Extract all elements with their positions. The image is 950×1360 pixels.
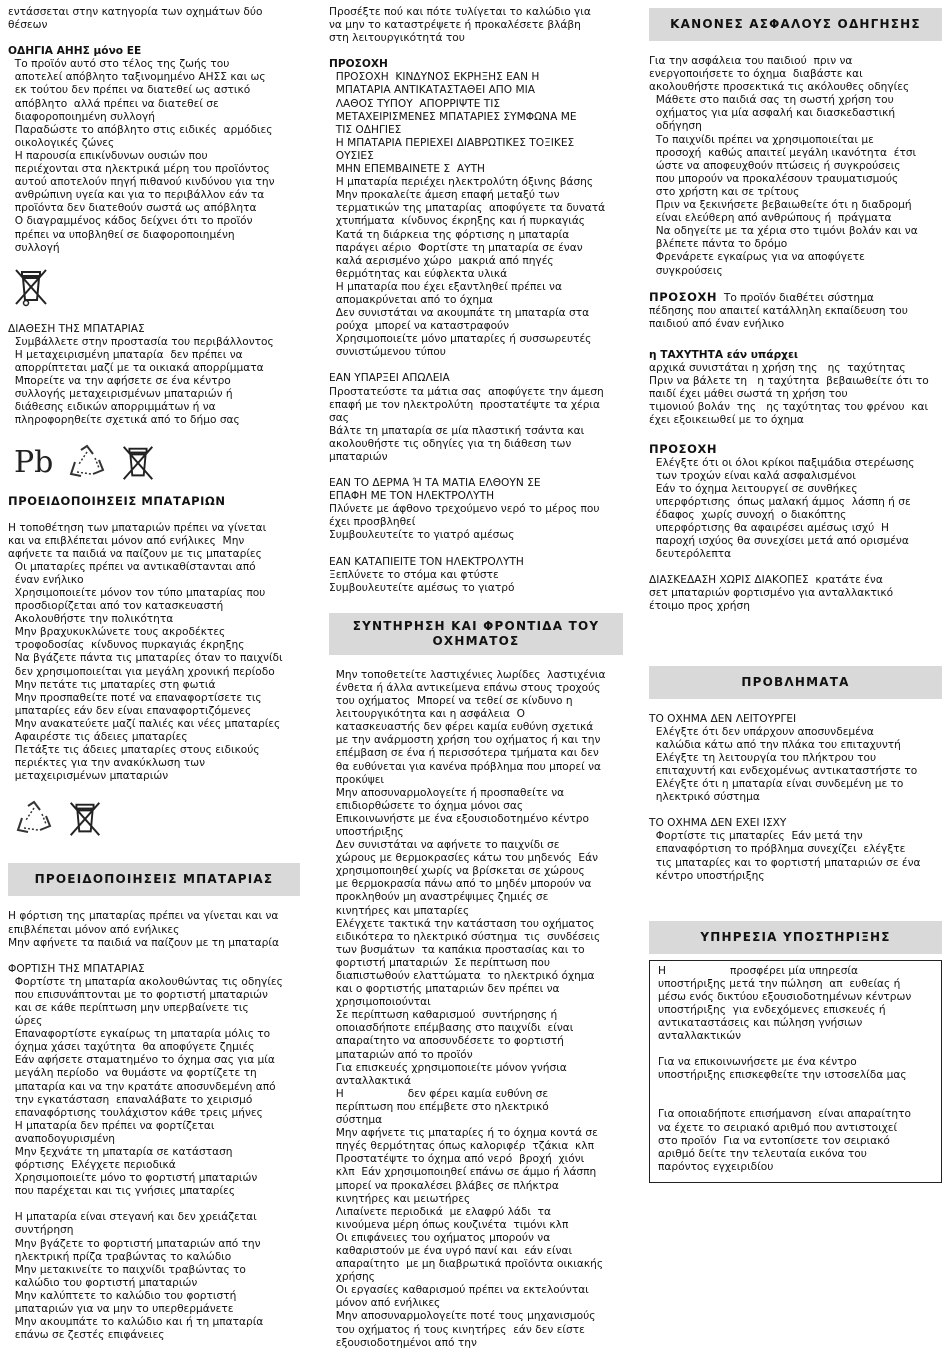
support-banner: ΥΠΗΡΕΣΙΑ ΥΠΟΣΤΗΡΙΞΗΣ — [649, 921, 942, 954]
crossed-bin-icon — [14, 266, 48, 308]
fun-text: ΔΙΑΣΚΕΔΑΣΗ ΧΩΡΙΣ ΔΙΑΚΟΠΕΣ κρατάτε ένα σετ μπαταριών φορτισμένο για ανταλλακτικό έτοιμο προς χρήση — [649, 574, 894, 613]
charging-text: Φορτίστε τη μπαταρία ακολουθώντας τις οδηγίες που επισυνάπτονται με το φορτιστή μπαταριών και σε κάθε περίπτωση μην υπερβαίνετε τις ώρες Επαναφορτίστε εγκαίρως τη μπαταρία μόλις το όχημα χάσει ταχύτητα θα αποφύγετε ζημιές Εάν αφήσετε σταματημένο το όχημα σας για μία μεγάλη περίοδο να θυμάστε να φορτίζετε τη μπαταρία και να την κρατάτε αποσυνδεμένη από την εγκατάσταση επαναλάβατε το χειρισμό επαναφόρτισης τουλάχιστον κάθε τρεις μήνες Η μπαταρία δεν πρέπει να φορτίζεται αναποδογυρισμένη Μην ξεχνάτε τη μπαταρία σε κατάσταση φόρτισης Ελέγχετε περιοδικά Χρησιμοποιείτε μόνο το φορτιστή μπαταριών που παρέχεται και τις γνήσιες μπαταρίες — [14, 975, 283, 1198]
skin-text: Πλύνετε με άφθονο τρεχούμενο νερό το μέρος που έχει προσβληθεί Συμβουλευτείτε το γιατρό αμέσως — [329, 503, 600, 542]
crossed-bin-icon — [68, 799, 102, 839]
no-work-heading: ΤΟ ΟΧΗΜΑ ΔΕΝ ΛΕΙΤΟΥΡΓΕΙ — [649, 712, 797, 725]
caution-brake-heading: ΠΡΟΣΟΧΗ — [649, 289, 718, 304]
sealed-battery-text: Η μπαταρία είναι στεγανή και δεν χρειάζεται συντήρηση Μην βγάζετε το φορτιστή μπαταριών από την ηλεκτρική πρίζα τραβώντας το καλώδιο Μην μετακινείτε το παιχνίδι τραβώντας το καλώδιο του φορτιστή μπαταριών Μην καλύπτετε το καλώδιο του φορτιστή μπαταριών για να μην το υπερθερμάνετε Μην ακουμπάτε το καλώδιο και ή τη μπαταρία επάνω σε ζεστές επιφάνειες — [14, 1211, 264, 1342]
support-text-2: Για να επικοινωνήσετε με ένα κέντρο υποστήριξης επισκεφθείτε την ιστοσελίδα μας — [658, 1056, 907, 1082]
column-left — [8, 6, 300, 1342]
disposal-heading: ΔΙΑΘΕΣΗ ΤΗΣ ΜΠΑΤΑΡΙΑΣ — [8, 322, 145, 335]
caution-brake-block — [649, 291, 942, 331]
crossed-bin-icon — [121, 443, 155, 483]
column-middle — [329, 6, 623, 1350]
no-power-text: Φορτίστε τις μπαταρίες Εάν μετά την επαναφόρτιση το πρόβλημα συνεχίζει ελέγξτε τις μπαταρίες και το φορτιστή μπαταριών σε ένα κέντρο υποστήριξης — [655, 830, 921, 882]
caution-text: ΠΡΟΣΟΧΗ ΚΙΝΔΥΝΟΣ ΕΚΡΗΞΗΣ ΕΑΝ Η ΜΠΑΤΑΡΙΑ ΑΝΤΙΚΑΤΑΣΤΑΘΕΙ ΑΠΟ ΜΙΑ ΛΑΘΟΣ ΤΥΠΟΥ ΑΠΟΡΡΙΨΤΕ ΤΙΣ ΜΕΤΑΧΕΙΡΙΣΜΕΝΕΣ ΜΠΑΤΑΡΙΕΣ ΣΥΜΦΩΝΑ ΜΕ ΤΙΣ ΟΔΗΓΙΕΣ Η ΜΠΑΤΑΡΙΑ ΠΕΡΙΕΧΕΙ ΔΙΑΒΡΩΤΙΚΕΣ ΤΟΞΙΚΕΣ ΟΥΣΙΕΣ ΜΗΝ ΕΠΕΜΒΑΙΝΕΤΕ Σ ΑΥΤΗ Η μπαταρία περιέχει ηλεκτρολύτη όξινης βάσης Μην προκαλείτε άμεση επαφή μεταξύ των τερματικών της μπαταρίας αποφύγετε τα δυνατά χτυπήματα κίνδυνος έκρηξης και ή πυρκαγιάς Κατά τη διάρκεια της φόρτισης η μπαταρία παράγει αέριο Φορτίστε τη μπαταρία σε έναν καλά αερισμένο χώρο μακριά από πηγές θερμότητας και εύφλεκτα υλικά Η μπαταρία που έχει εξαντληθεί πρέπει να απομακρύνεται από το όχημα Δεν συνιστάται να ακουμπάτε τη μπαταρία στα ρούχα μπορεί να καταστραφούν Χρησιμοποιείτε μόνο μπαταρίες ή συσσωρευτές συνιστώμενου τύπου — [335, 71, 606, 359]
speed-text: αρχικά συνιστάται η χρήση της ης ταχύτητας Πριν να βάλετε τη η ταχύτητα βεβαιωθείτε ότι το παιδί έχει μάθει σωστά τη χρήση του τιμονιού βολάν της ης ταχύτητας του φρένου και έχει εξοικειωθεί με το όχημα — [649, 361, 929, 427]
disposal-text: Συμβάλλετε στην προστασία του περιβάλλοντος Η μεταχειρισμένη μπαταρία δεν πρέπει να απορρίπτεται μαζί με τα οικιακά απορρίμματα Μπορείτε να την αφήσετε σε ένα κέντρο συλλογής μεταχειρισμένων μπαταριών ή διάθεσης ειδικών απορριμμάτων ή να πληροφορηθείτε σχετικά από το δήμο σας — [14, 335, 274, 427]
caution-brake-text: Το προϊόν διαθέτει σύστημα πέδησης που απαιτεί κατάλληλη εκπαίδευση του παιδιού από έναν ενήλικο — [649, 291, 908, 330]
battery-warnings-heading: ΠΡΟΕΙΔΟΠΟΙΗΣΕΙΣ ΜΠΑΤΑΡΙΩΝ — [8, 494, 226, 509]
maintenance-text: Μην τοποθετείτε λαστιχένιες λωρίδες λαστιχένια ένθετα ή άλλα αντικείμενα επάνω στους τροχούς του οχήματος Μπορεί να τεθεί σε κίνδυνο η λειτουργικότητα και η ασφάλεια Ο κατασκευαστής δεν φέρει καμία ευθύνη σχετικά με την ανάρμοστη χρήση του οχήματος ή και την επέμβαση σε ένα ή περισσότερα τμήματα και δεν θα ευθύνεται για κανένα πρόβλημα που μπορεί να προκύψει Μην αποσυναρμολογείτε ή προσπαθείτε να επιδιορθώσετε το όχημα μόνοι σας Επικοινωνήστε με ένα εξουσιοδοτημένο κέντρο υποστήριξης Δεν συνιστάται να αφήνετε το παιχνίδι σε χώρους με θερμοκρασίες κάτω του μηδενός Εάν χρησιμοποιηθεί χωρίς να βρίσκεται σε χώρους με θερμοκρασία πάνω από το μηδέν μπορούν να προκληθούν μη αναστρέψιμες ζημιές σε κινητήρες και μπαταρίες Ελέγχετε τακτικά την κατάσταση του οχήματος ειδικότερα το ηλεκτρικό σύστημα τις συνδέσεις των βυσμάτων τα καπάκια προστασίας και το φορτιστή μπαταριών Σε περίπτωση που διαπιστωθούν ελαττώματα το ηλεκτρικό όχημα και ο φορτιστής μπαταριών δεν πρέπει να χρησιμοποιούνται Σε περίπτωση καθαρισμού συντήρησης ή οποιασδήποτε επέμβασης στο παιχνίδι είναι απαραίτητο να αποσυνδέσετε το φορτιστή μπαταριών από το προϊόν Για επισκευές χρησιμοποιείτε μόνον γνήσια ανταλλακτικά Η δεν φέρει καμία ευθύνη σε περίπτωση που επέμβετε στο ηλεκτρικό σύστημα Μην αφήνετε τις μπαταρίες ή το όχημα κοντά σε πηγές θερμότητας όπως καλοριφέρ τζάκια κλπ Προστατέψτε το όχημα από νερό βροχή χιόνι κλπ Εάν χρησιμοποιηθεί επάνω σε άμμο ή λάσπη μπορεί να προκαλέσει βλάβες σε πλήκτρα κινητήρες και μειωτήρες Λιπαίνετε περιοδικά με ελαφρύ λάδι τα κινούμενα μέρη όπως κουζινέτα τιμόνι κλπ Οι επιφάνειες του οχήματος μπορούν να καθαριστούν με ένα υγρό πανί και εάν είναι απαραίτητο με μη διαβρωτικά προϊόντα οικιακής χρήσης Οι εργασίες καθαρισμού πρέπει να εκτελούνται μόνον από ενήλικες Μην αποσυναρμολογείτε ποτέ τους μηχανισμούς του οχήματος ή τους κινητήρες εάν δεν είστε εξουσιοδοτημένοι από την — [335, 668, 606, 1349]
safe-driving-banner: ΚΑΝΟΝΕΣ ΑΣΦΑΛΟΥΣ ΟΔΗΓΗΣΗΣ — [649, 8, 942, 41]
charging-heading: ΦΟΡΤΙΣΗ ΤΗΣ ΜΠΑΤΑΡΙΑΣ — [8, 962, 145, 975]
skin-heading: ΕΑΝ ΤΟ ΔΕΡΜΑ Ή ΤΑ ΜΑΤΙΑ ΕΛΘΟΥΝ ΣΕ ΕΠΑΦΗ ΜΕ ΤΟΝ ΗΛΕΚΤΡΟΛΥΤΗ — [329, 477, 541, 503]
recycle-icon — [14, 800, 54, 838]
no-power-heading: ΤΟ ΟΧΗΜΑ ΔΕΝ ΕΧΕΙ ΙΣΧΥ — [649, 817, 787, 830]
no-work-text: Ελέγξτε ότι δεν υπάρχουν αποσυνδεμένα καλώδια κάτω από την πλάκα του επιταχυντή Ελέγξτε τη λειτουργία του πλήκτρου του επιταχυντή και ενδεχομένως αντικαταστήστε το Ελέγξτε ότι η μπαταρία είναι συνδεμένη με το ηλεκτρικό σύστημα — [655, 725, 918, 804]
battery-warnings-banner: ΠΡΟΕΙΔΟΠΟΙΗΣΕΙΣ ΜΠΑΤΑΡΙΑΣ — [8, 863, 300, 896]
cable-text: Προσέξτε πού και πότε τυλίγεται το καλώδιο για να μην το καταστρέψετε ή προκαλέσετε βλάβη στη λειτουργικότητά του — [329, 6, 591, 45]
intro-text: εντάσσεται στην κατηγορία των οχημάτων δύο θέσεων — [8, 6, 263, 32]
recycle-icons — [14, 797, 300, 841]
maintenance-banner: ΣΥΝΤΗΡΗΣΗ ΚΑΙ ΦΡΟΝΤΙΔΑ ΤΟΥ ΟΧΗΜΑΤΟΣ — [329, 613, 623, 655]
caution-wheels-text: Ελέγξτε ότι οι όλοι κρίκοι παξιμάδια στερέωσης των τροχών είναι καλά ασφαλισμένοι Εάν το όχημα λειτουργεί σε συνθήκες υπερφόρτισης όπως μαλακή άμμος λάσπη ή σε έδαφος χωρίς συνοχή ο διακόπτης υπερφόρτισης θα αφαιρέσει αμέσως ισχύ Η παροχή ισχύος θα συνεχίσει μετά από ορισμένα δευτερόλεπτα — [655, 456, 915, 561]
battery-disposal-icons — [14, 441, 300, 485]
battery-warnings-text: Η τοποθέτηση των μπαταριών πρέπει να γίνεται και να επιβλέπεται μόνον από ενήλικες Μην αφήνετε τα παιδιά να παίζουν με τις μπαταρίες Οι μπαταρίες πρέπει να αντικαθίστανται από έναν ενήλικο Χρησιμοποιείτε μόνον τον τύπο μπαταρίας που προσδιορίζεται από τον κατασκευαστή Ακολουθήστε την πολικότητα Μην βραχυκυκλώνετε τους ακροδέκτες τροφοδοσίας κίνδυνος πυρκαγιάς έκρηξης Να βγάζετε πάντα τις μπαταρίες όταν το παιχνίδι δεν χρησιμοποιείται για μεγάλη χρονική περίοδο Μην πετάτε τις μπαταρίες στη φωτιά Μην προσπαθείτε ποτέ να επαναφορτίσετε τις μπαταρίες εάν δεν είναι επαναφορτιζόμενες Μην ανακατεύετε μαζί παλιές και νέες μπαταρίες Αφαιρέστε τις άδειες μπαταρίες Πετάξτε τις άδειες μπαταρίες στους ειδικούς περιέκτες για την ανακύκλωση των μεταχειρισμένων μπαταριών — [8, 521, 283, 783]
recycle-icon — [67, 444, 107, 482]
swallow-text: Ξεπλύνετε το στόμα και φτύστε Συμβουλευτείτε αμέσως το γιατρό — [329, 568, 515, 594]
pb-symbol-icon: Pb — [14, 445, 54, 481]
battery-charging-intro: Η φόρτιση της μπαταρίας πρέπει να γίνεται και να επιβλέπεται μόνον από ενήλικες Μην αφήνετε τα παιδιά να παίζουν με τη μπαταρία — [8, 910, 279, 949]
problems-banner: ΠΡΟΒΛΗΜΑΤΑ — [649, 666, 942, 699]
caution-wheels-heading: ΠΡΟΣΟΧΗ — [649, 442, 718, 457]
safe-driving-text: Για την ασφάλεια του παιδιού πριν να ενεργοποιήσετε το όχημα διαβάστε και ακολουθήστε προσεκτικά τις ακόλουθες οδηγίες Μάθετε στο παιδιά σας τη σωστή χρήση του οχήματος για μία ασφαλή και διασκεδαστική οδήγηση Το παιχνίδι πρέπει να χρησιμοποιείται με προσοχή καθώς απαιτεί μεγάλη ικανότητα έτσι ώστε να αποφευχθούν πτώσεις ή συγκρούσεις που μπορούν να προκαλέσουν τραυματισμούς στο χρήστη και σε τρίτους Πριν να ξεκινήσετε βεβαιωθείτε ότι η διαδρομή είναι ελεύθερη από ανθρώπους ή πράγματα Να οδηγείτε με τα χέρια στο τιμόνι βολάν και να βλέπετε πάντα το δρόμο Φρενάρετε εγκαίρως για να αποφύγετε συγκρούσεις — [649, 55, 918, 277]
weee-text: Το προϊόν αυτό στο τέλος της ζωής του αποτελεί απόβλητο ταξινομημένο ΑΗΣΣ και ως εκ τούτου δεν πρέπει να διατεθεί ως αστικό απόβλητο αλλά πρέπει να διατεθεί σε διαφοροποιημένη συλλογή Παραδώστε το απόβλητο στις ειδικές αρμόδιες οικολογικές ζώνες Η παρουσία επικίνδυνων ουσιών που περιέχονται στα ηλεκτρικά μέρη του προϊόντος αυτού αποτελούν πηγή πιθανού κινδύνου για την ανθρώπινη υγεία και για το περιβάλλον εάν τα προϊόντα δεν διατεθούν σωστά ως απόβλητα Ο διαγραμμένος κάδος δείχνει ότι το προϊόν πρέπει να υποβληθεί σε διαφοροποιημένη συλλογή — [14, 58, 275, 254]
weee-icons — [14, 265, 300, 309]
leak-heading: ΕΑΝ ΥΠΑΡΞΕΙ ΑΠΩΛΕΙΑ — [329, 372, 450, 385]
support-text-3: Για οποιαδήποτε επισήμανση είναι απαραίτητο να έχετε το σειριακό αριθμό που αντιστοιχεί στο προϊόν Για να εντοπίσετε τον σειριακό αριθμό δείτε την τελευταία εικόνα του παρόντος εγχειριδίου — [658, 1108, 911, 1173]
support-text-1: Η προσφέρει μία υπηρεσία υποστήριξης μετά την πώληση απ ευθείας ή μέσω ενός δικτύου εξουσιοδοτημένων κέντρων υποστήριξης για ενδεχόμενες επισκευές ή αντικαταστάσεις και πώληση γνήσιων ανταλλακτικών — [658, 964, 912, 1043]
weee-heading: ΟΔΗΓΙΑ ΑΗΗΣ μόνο ΕΕ — [8, 45, 142, 58]
caution-heading: ΠΡΟΣΟΧΗ — [329, 58, 388, 71]
column-right — [649, 6, 942, 1183]
leak-text: Προστατεύστε τα μάτια σας αποφύγετε την άμεση επαφή με τον ηλεκτρολύτη προστατέψτε τα χέρια σας Βάλτε τη μπαταρία σε μία πλαστική τσάντα και ακολουθήστε τις οδηγίες για τη διάθεση των μπαταριών — [329, 385, 604, 463]
support-box — [649, 960, 942, 1183]
swallow-heading: ΕΑΝ ΚΑΤΑΠΙΕΙΤΕ ΤΟΝ ΗΛΕΚΤΡΟΛΥΤΗ — [329, 555, 524, 568]
speed-heading: η ΤΑΧΥΤΗΤΑ εάν υπάρχει — [649, 348, 799, 361]
